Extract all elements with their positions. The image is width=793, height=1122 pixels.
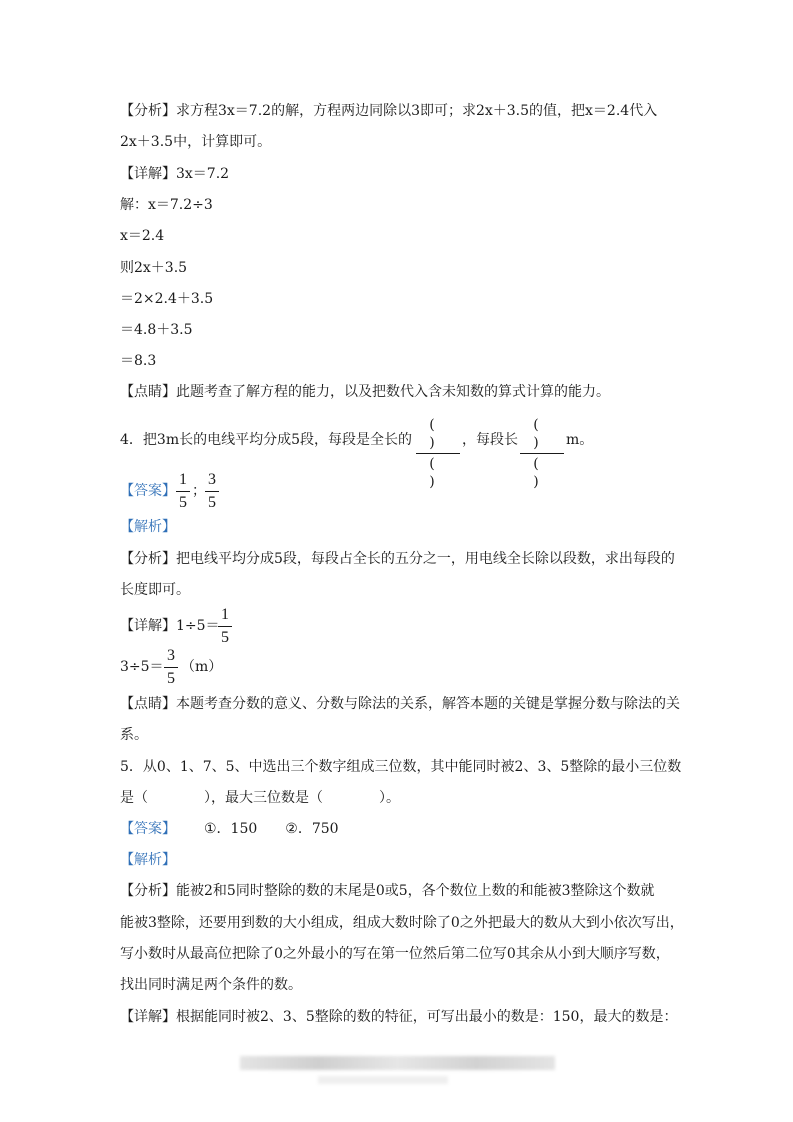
blank-fraction-2 (520, 416, 564, 491)
explanation-label-4: 【解析】 (120, 519, 176, 535)
analysis-5-line-4: 找出同时满足两个条件的数。 (120, 977, 302, 993)
detail-line-5: ＝2×2.4＋3.5 (120, 291, 214, 307)
analysis-line-2: 2x＋3.5中，计算即可。 (120, 134, 272, 150)
answer-label-5: 【答案】 (120, 821, 176, 837)
denominator: 5 (179, 494, 187, 511)
detail-line-3: x＝2.4 (120, 228, 165, 244)
denominator: 5 (208, 494, 216, 511)
fraction-bar (218, 626, 232, 627)
explanation-label-5: 【解析】 (120, 852, 176, 868)
question-5-line-1: 5．从0、1、7、5、中选出三个数字组成三位数，其中能同时被2、3、5整除的最小三位数 (120, 759, 682, 775)
comment-4-line-2: 系。 (120, 727, 148, 743)
fraction-bar (416, 453, 460, 454)
analysis-5-line-1: 【分析】能被2和5同时整除的数的末尾是0或5，各个数位上数的和能被3整除这个数就 (120, 883, 655, 899)
analysis-4-line-1: 【分析】把电线平均分成5段，每段占全长的五分之一，用电线全长除以段数，求出每段的 (120, 551, 675, 567)
detail-line-7: ＝8.3 (120, 353, 157, 369)
numerator: 1 (221, 606, 229, 623)
answer-5-values: ①．150 ②．750 (204, 821, 339, 837)
blank-numerator: ( ) (533, 417, 551, 451)
detail-4-line-1: 【详解】1÷5＝ (120, 618, 220, 634)
detail-line-2: 解：x＝7.2÷3 (120, 197, 213, 213)
blurred-footer-watermark (240, 1056, 555, 1070)
fraction-bar (205, 491, 219, 492)
detail-4-fraction-1 (218, 605, 232, 648)
blank-denominator: ( ) (429, 456, 447, 490)
comment-line: 【点睛】此题考查了解方程的能力，以及把数代入含未知数的算式计算的能力。 (120, 384, 610, 400)
question-5-line-2: 是（ ），最大三位数是（ ）。 (120, 790, 400, 806)
numerator: 3 (208, 471, 216, 488)
detail-5-line-1: 【详解】根据能同时被2、3、5整除的数的特征，可写出最小的数是：150，最大的数是： (120, 1009, 678, 1025)
answer-label-4: 【答案】 (120, 483, 176, 499)
question-4-part-a: 4．把3m长的电线平均分成5段，每段是全长的 (120, 432, 412, 448)
fraction-bar (520, 453, 564, 454)
detail-line-1: 【详解】3x＝7.2 (120, 166, 230, 182)
answer-4-fraction-1 (176, 470, 190, 513)
question-4-part-b: ，每段长 (462, 432, 518, 448)
numerator: 3 (167, 647, 175, 664)
blank-denominator: ( ) (533, 456, 551, 490)
blank-numerator: ( ) (429, 417, 447, 451)
detail-4-line-2: 3÷5＝ (120, 659, 164, 675)
answer-4-fraction-2 (205, 470, 219, 513)
fraction-bar (164, 667, 178, 668)
analysis-5-line-2: 能被3整除，还要用到数的大小组成，组成大数时除了0之外把最大的数从大到小依次写出， (120, 915, 684, 931)
denominator: 5 (221, 629, 229, 646)
detail-line-6: ＝4.8＋3.5 (120, 322, 193, 338)
analysis-5-line-3: 写小数时从最高位把除了0之外最小的写在第一位然后第二位写0其余从小到大顺序写数， (120, 946, 670, 962)
blank-fraction-1 (416, 416, 460, 491)
fraction-bar (176, 491, 190, 492)
detail-line-4: 则2x＋3.5 (120, 260, 188, 276)
detail-4-fraction-2 (164, 646, 178, 689)
blurred-footer-watermark-2 (318, 1076, 448, 1084)
answer-4-separator: ； (192, 483, 206, 499)
analysis-4-line-2: 长度即可。 (120, 582, 190, 598)
denominator: 5 (167, 670, 175, 687)
comment-4-line-1: 【点睛】本题考查分数的意义、分数与除法的关系，解答本题的关键是掌握分数与除法的关 (120, 696, 680, 712)
detail-4-unit: （m） (181, 659, 223, 675)
analysis-line-1: 【分析】求方程3x＝7.2的解，方程两边同除以3即可；求2x＋3.5的值，把x＝2.4代入 (120, 103, 658, 119)
question-4-part-c: m。 (566, 432, 594, 448)
numerator: 1 (179, 471, 187, 488)
